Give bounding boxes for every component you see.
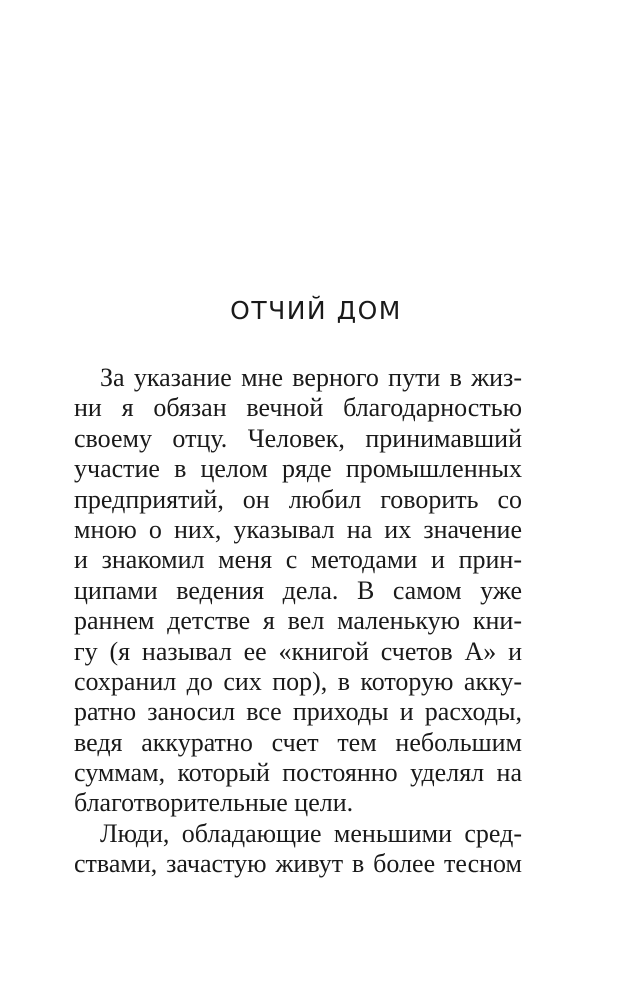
body-text <box>74 363 522 880</box>
paragraph-1-line: предприятий, он любил говорить со <box>74 484 522 514</box>
chapter-title: ОТЧИЙ ДОМ <box>230 296 402 325</box>
paragraph-1-line: ципами ведения дела. В самом уже <box>74 575 522 605</box>
paragraph-1-line: суммам, который постоянно уделял на <box>74 758 522 788</box>
paragraph-1-line: За указание мне верного пути в жиз- <box>100 363 522 392</box>
paragraph-1-line: своему отцу. Человек, принимавший <box>74 423 522 453</box>
paragraph-2-line: ствами, зачастую живут в более тесном <box>74 849 522 879</box>
paragraph-1-line: ратно заносил все приходы и расходы, <box>74 697 522 727</box>
paragraph-1-line: мною о них, указывал на их значение <box>74 514 522 544</box>
paragraph-1-line: благотворительные цели. <box>74 788 354 818</box>
paragraph-1-line: ведя аккуратно счет тем небольшим <box>74 727 522 757</box>
paragraph-1-line: ни я обязан вечной благодарностью <box>74 393 522 423</box>
paragraph-1-line: сохранил до сих пор), в которую акку- <box>74 666 522 696</box>
paragraph-1-line: и знакомил меня с методами и прин- <box>74 545 522 575</box>
paragraph-2-line: Люди, обладающие меньшими сред- <box>100 818 522 848</box>
paragraph-1-line: раннем детстве я вел маленькую кни- <box>74 606 522 636</box>
paragraph-1-line: гу (я называл ее «книгой счетов А» и <box>74 636 522 666</box>
paragraph-1-line: участие в целом ряде промышленных <box>74 454 522 484</box>
